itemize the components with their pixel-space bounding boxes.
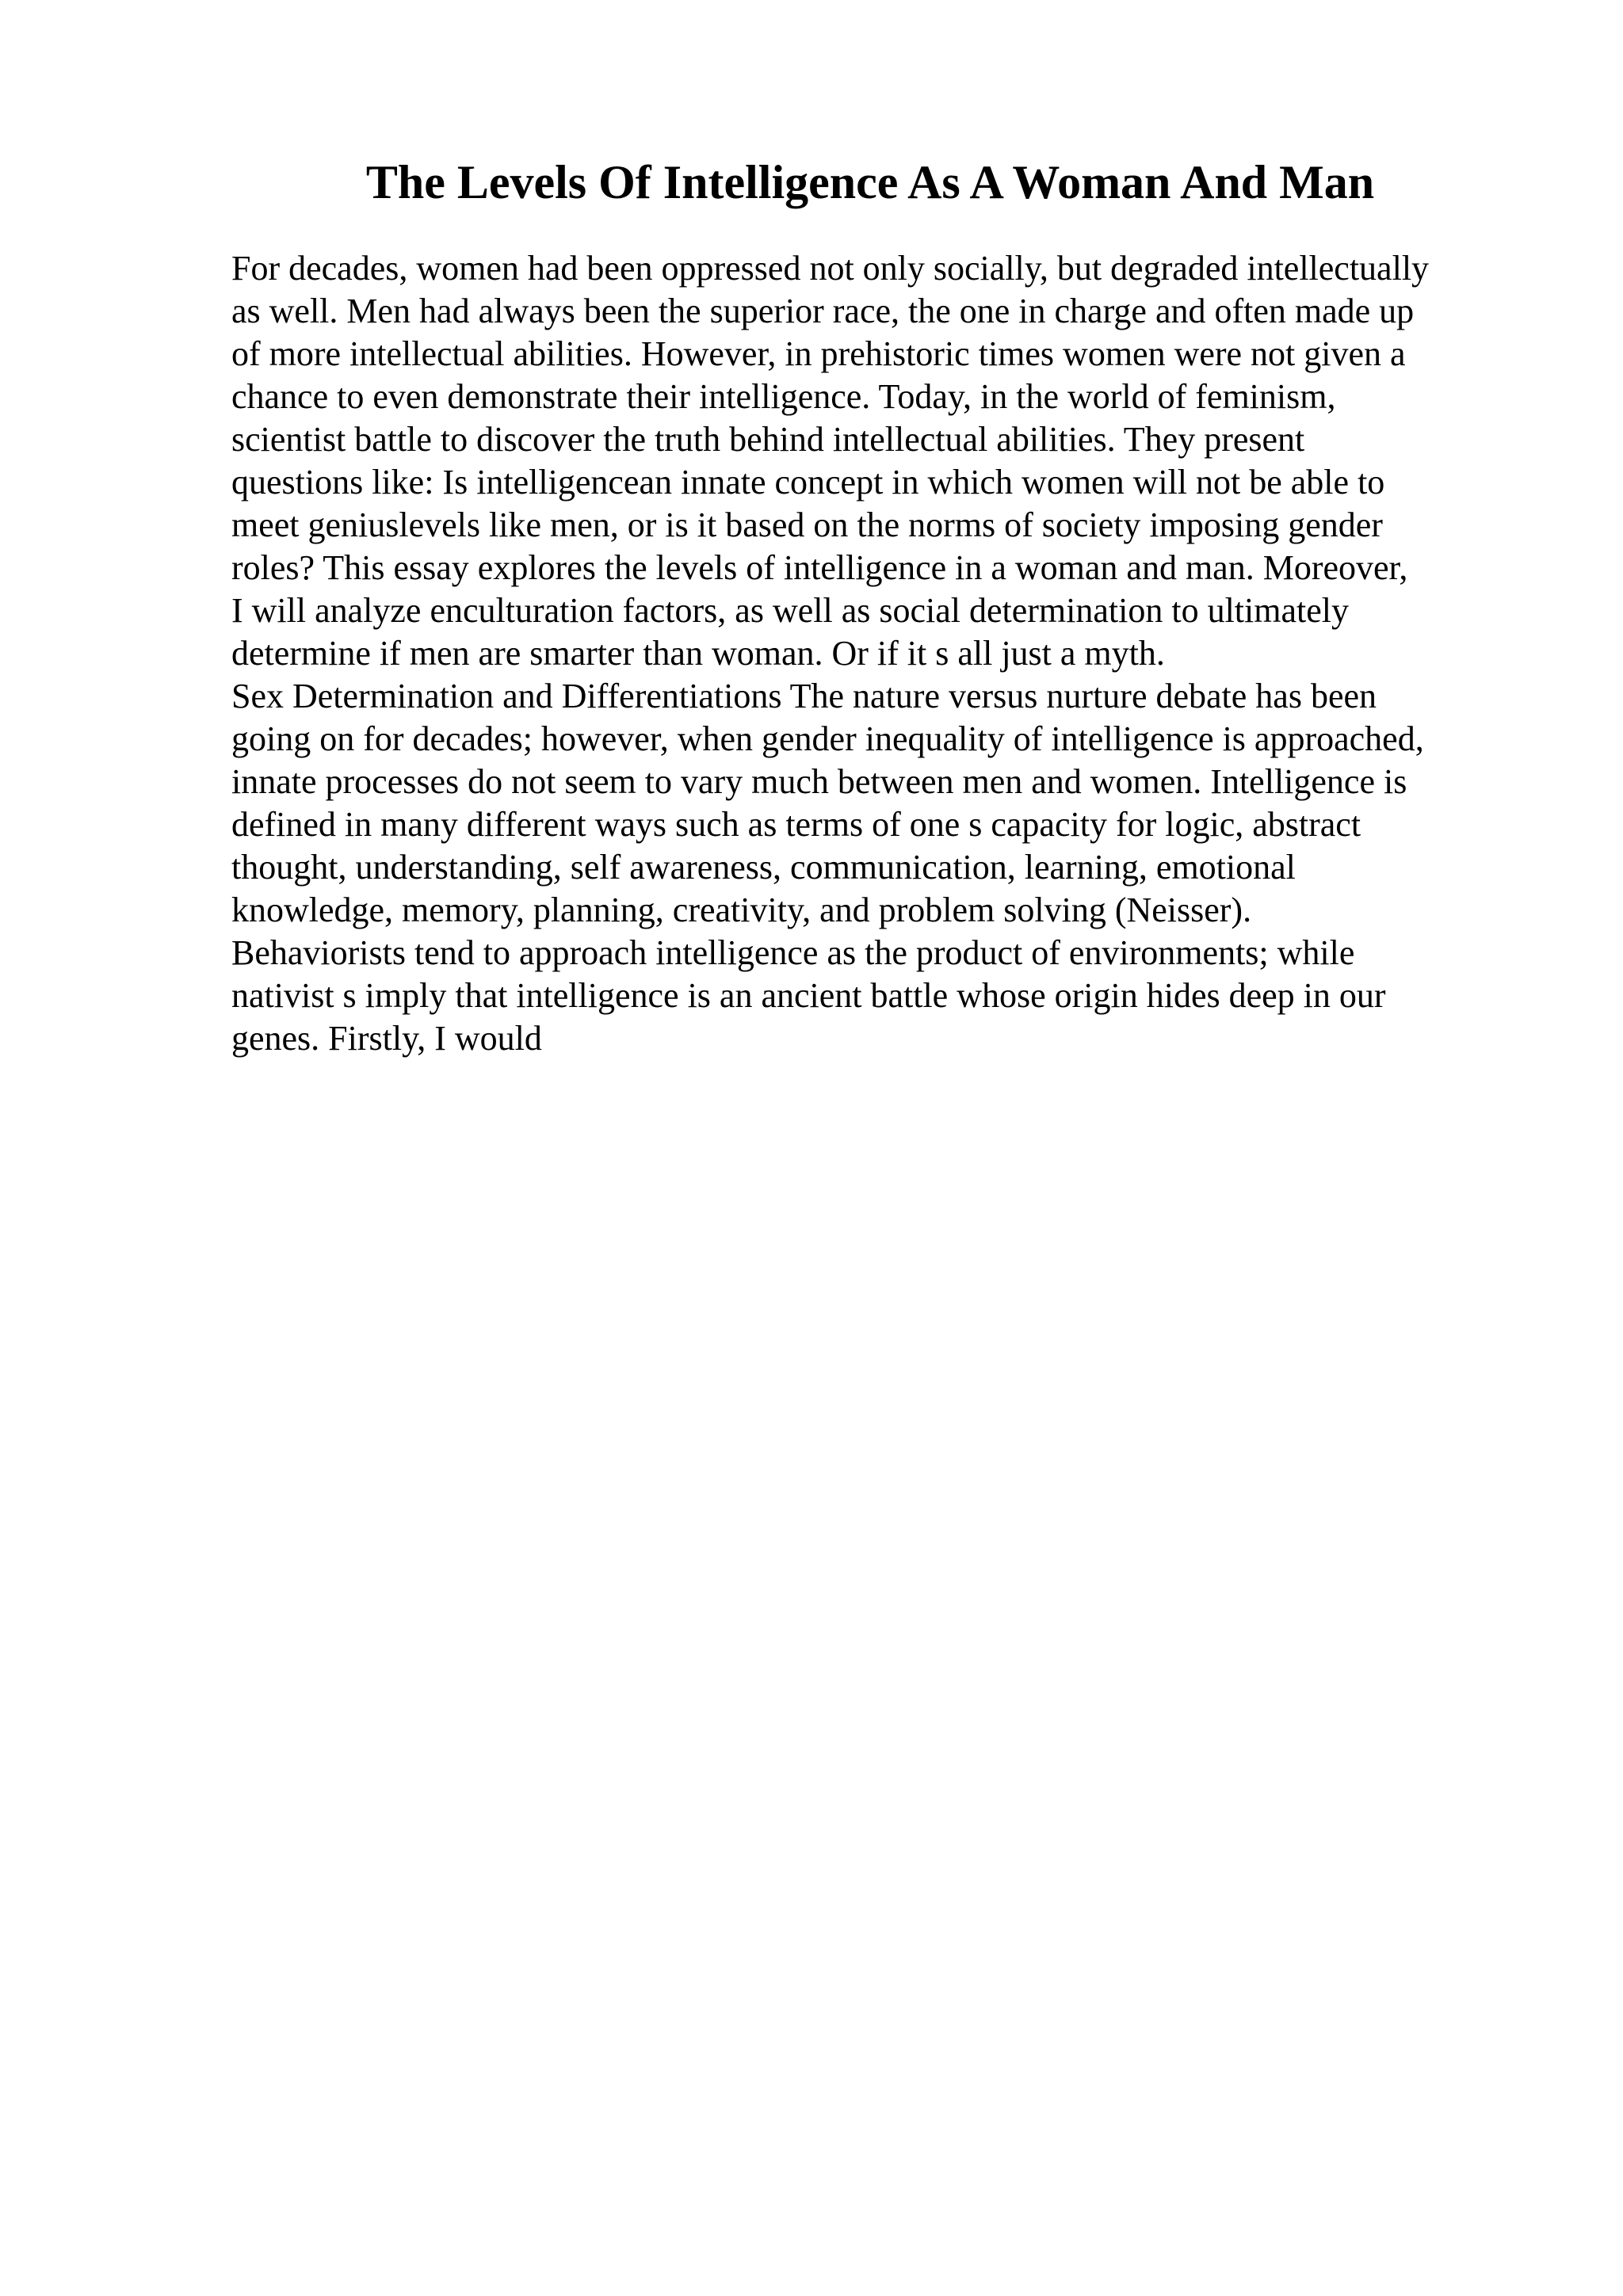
body-line: Behaviorists tend to approach intelligence as the product of environments; while: [231, 933, 1355, 972]
body-line: Sex Determination and Differentiations The nature versus nurture debate has been: [231, 677, 1377, 715]
document-title: The Levels Of Intelligence As A Woman And Man: [365, 156, 1375, 208]
body-line: defined in many different ways such as terms of one s capacity for logic, abstract: [231, 805, 1361, 844]
body-line: innate processes do not seem to vary much between men and women. Intelligence is: [231, 762, 1407, 801]
body-line: knowledge, memory, planning, creativity, and problem solving (Neisser).: [231, 891, 1252, 929]
body-line: of more intellectual abilities. However, in prehistoric times women were not given a: [231, 334, 1406, 373]
body-line: meet geniuslevels like men, or is it based on the norms of society imposing gender: [231, 505, 1383, 544]
body-line: I will analyze enculturation factors, as well as social determination to ultimately: [231, 591, 1349, 630]
body-line: genes. Firstly, I would: [231, 1019, 542, 1058]
body-line: questions like: Is intelligencean innate concept in which women will not be able to: [231, 463, 1385, 502]
body-line: scientist battle to discover the truth behind intellectual abilities. They present: [231, 420, 1305, 459]
document-body: [231, 247, 1515, 1060]
body-line: For decades, women had been oppressed not only socially, but degraded intellectually: [231, 249, 1430, 288]
body-line: as well. Men had always been the superior race, the one in charge and often made up: [231, 292, 1415, 330]
body-line: roles? This essay explores the levels of intelligence in a woman and man. Moreover,: [231, 548, 1408, 587]
body-line: thought, understanding, self awareness, communication, learning, emotional: [231, 848, 1296, 887]
body-line: nativist s imply that intelligence is an ancient battle whose origin hides deep in our: [231, 976, 1386, 1015]
body-line: determine if men are smarter than woman. Or if it s all just a myth.: [231, 634, 1165, 673]
body-line: chance to even demonstrate their intelligence. Today, in the world of feminism,: [231, 377, 1336, 416]
body-line: going on for decades; however, when gender inequality of intelligence is approached,: [231, 719, 1424, 758]
